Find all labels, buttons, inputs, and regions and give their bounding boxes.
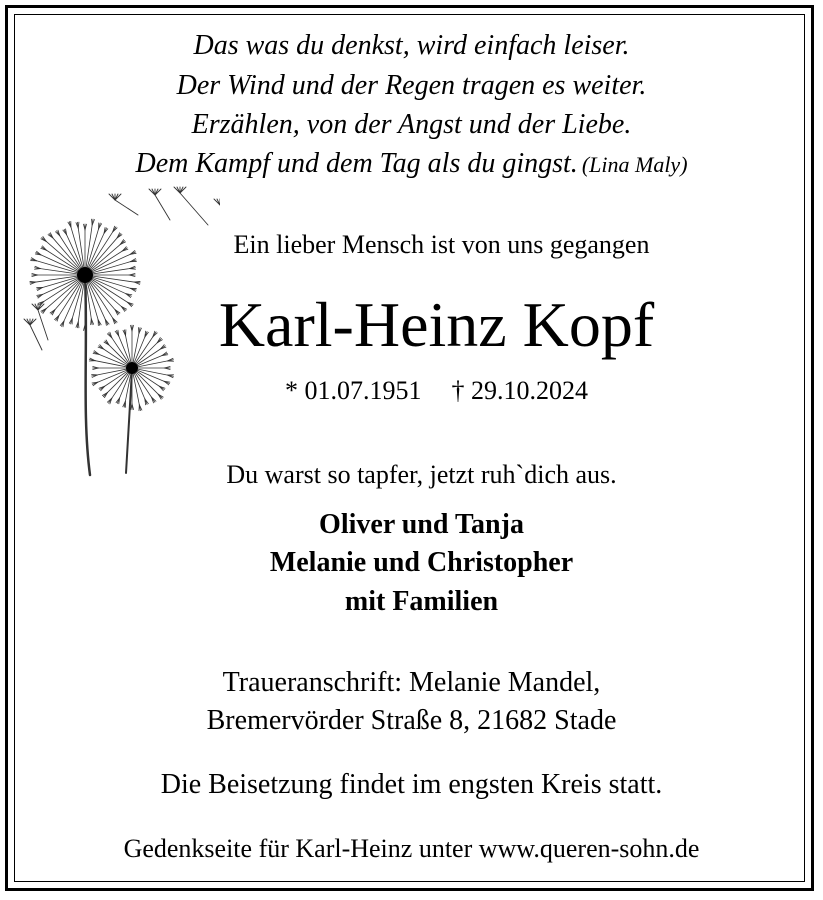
deceased-name: Karl-Heinz Kopf (218, 289, 655, 360)
dates-row (25, 376, 823, 406)
quote-text: Du warst so tapfer, jetzt ruh`dich aus. (226, 460, 617, 489)
family-line-1: Oliver und Tanja (319, 509, 524, 540)
poem-line-4: Dem Kampf und dem Tag als du gingst. (135, 148, 578, 179)
poem-line-1: Das was du denkst, wird einfach leiser. (193, 30, 630, 61)
intro-text: Ein lieber Mensch ist von uns gegangen (233, 230, 650, 259)
death-date: † 29.10.2024 (451, 376, 588, 405)
address-line-1: Traueranschrift: Melanie Mandel, (222, 667, 601, 698)
poem-line-4-row (0, 148, 823, 180)
poem-line-3: Erzählen, von der Angst und der Liebe. (191, 109, 632, 140)
poem-line-2: Der Wind und der Regen tragen es weiter. (176, 70, 647, 101)
memorial-page-text: Gedenkseite für Karl-Heinz unter www.queren-sohn.de (123, 834, 700, 863)
birth-date: * 01.07.1951 (285, 376, 422, 405)
address-line-2: Bremervörder Straße 8, 21682 Stade (206, 705, 617, 736)
family-line-3: mit Familien (344, 586, 499, 617)
poem-source: (Lina Maly) (581, 152, 688, 177)
funeral-note: Die Beisetzung findet im engsten Kreis statt. (160, 769, 663, 800)
family-line-2: Melanie und Christopher (269, 547, 574, 578)
